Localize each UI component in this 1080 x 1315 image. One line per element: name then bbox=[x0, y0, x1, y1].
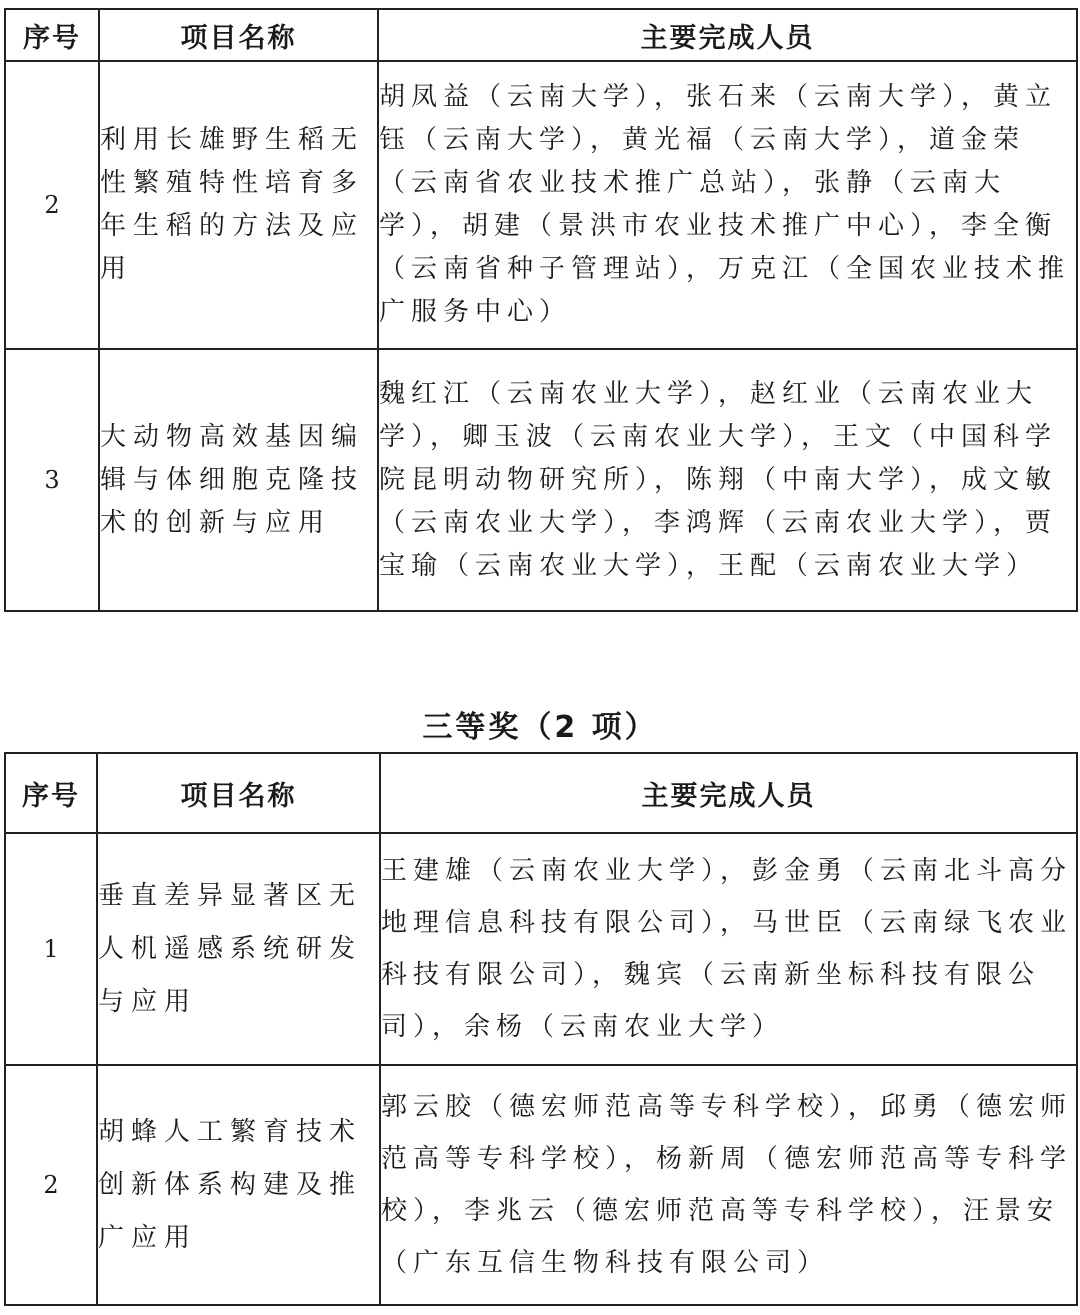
header-name: 项目名称 bbox=[99, 9, 378, 61]
table-row bbox=[5, 1065, 1077, 1305]
header-no: 序号 bbox=[5, 753, 97, 833]
project-name: 大动物高效基因编辑与体细胞克隆技术的创新与应用 bbox=[99, 349, 378, 611]
main-contributors: 郭云胶（德宏师范高等专科学校），邱勇（德宏师范高等专科学校），杨新周（德宏师范高等专科学校），李兆云（德宏师范高等专科学校），汪景安（广东互信生物科技有限公司） bbox=[380, 1065, 1077, 1305]
header-people: 主要完成人员 bbox=[378, 9, 1077, 61]
main-contributors: 王建雄（云南农业大学），彭金勇（云南北斗高分地理信息科技有限公司），马世臣（云南绿飞农业科技有限公司），魏宾（云南新坐标科技有限公司），余杨（云南农业大学） bbox=[380, 833, 1077, 1065]
table-row bbox=[5, 833, 1077, 1065]
row-no: 1 bbox=[5, 833, 97, 1065]
table-header-row bbox=[5, 753, 1077, 833]
header-people: 主要完成人员 bbox=[380, 753, 1077, 833]
main-contributors: 魏红江（云南农业大学），赵红业（云南农业大学），卿玉波（云南农业大学），王文（中国科学院昆明动物研究所），陈翔（中南大学），成文敏（云南农业大学），李鸿辉（云南农业大学），贾宝瑜（云南农业大学），王配（云南农业大学） bbox=[378, 349, 1077, 611]
table-row bbox=[5, 61, 1077, 349]
table-row bbox=[5, 349, 1077, 611]
section-title-third-prize: 三等奖（2 项） bbox=[422, 710, 658, 745]
award-table-second-prize bbox=[4, 8, 1078, 612]
table-header-row bbox=[5, 9, 1077, 61]
award-table-third-prize bbox=[4, 752, 1078, 1306]
project-name: 垂直差异显著区无人机遥感系统研发与应用 bbox=[97, 833, 380, 1065]
header-name: 项目名称 bbox=[97, 753, 380, 833]
row-no: 3 bbox=[5, 349, 99, 611]
main-contributors: 胡凤益（云南大学），张石来（云南大学），黄立钰（云南大学），黄光福（云南大学），道金荣（云南省农业技术推广总站），张静（云南大学），胡建（景洪市农业技术推广中心），李全衡（云南省种子管理站），万克江（全国农业技术推广服务中心） bbox=[378, 61, 1077, 349]
row-no: 2 bbox=[5, 1065, 97, 1305]
project-name: 胡蜂人工繁育技术创新体系构建及推广应用 bbox=[97, 1065, 380, 1305]
project-name: 利用长雄野生稻无性繁殖特性培育多年生稻的方法及应用 bbox=[99, 61, 378, 349]
row-no: 2 bbox=[5, 61, 99, 349]
header-no: 序号 bbox=[5, 9, 99, 61]
